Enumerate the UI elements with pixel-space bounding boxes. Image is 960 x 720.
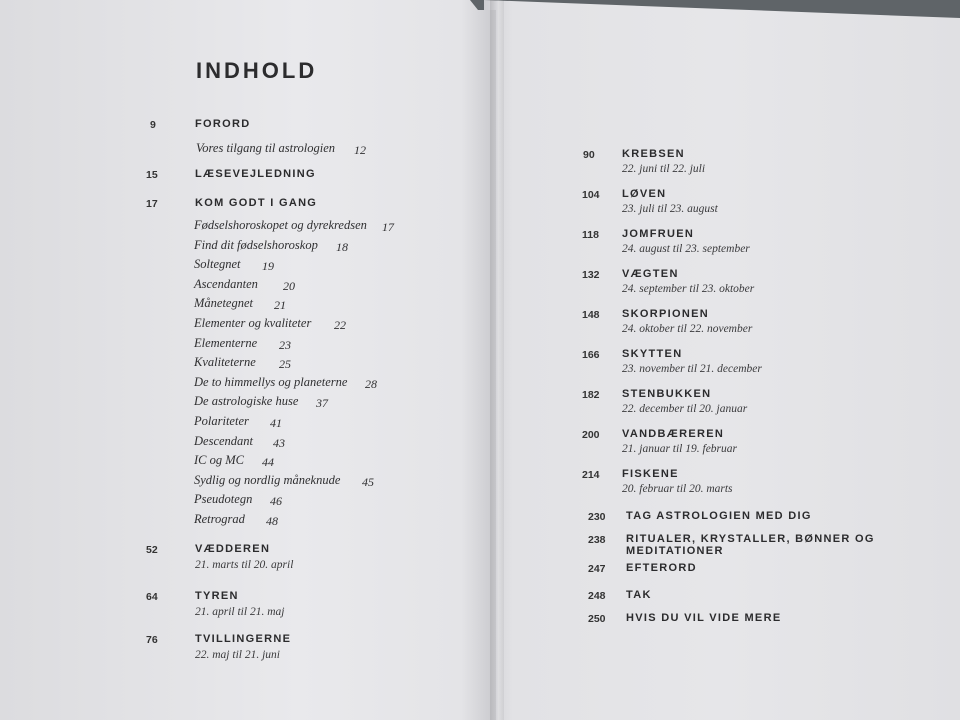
subentry-title: Vores tilgang til astrologien <box>196 141 336 155</box>
subentry-title: De to himmellys og planeterne <box>194 374 348 389</box>
date-range: 24. august til 23. september <box>622 243 750 255</box>
section-title: TAG ASTROLOGIEN MED DIG <box>626 510 812 522</box>
entry-page-number: 200 <box>582 429 600 441</box>
subentry-title: Retrograd <box>194 512 245 526</box>
subentry-title: IC og MC <box>194 453 244 468</box>
date-range: 22. juni til 22. juli <box>622 163 706 175</box>
subentry-title: Fødselshoroskopet og dyrekredsen <box>194 218 367 232</box>
subentry-title: Polariteter <box>194 414 249 428</box>
subentry-title: Elementer og kvaliteter <box>194 316 312 330</box>
entry-page-number: 148 <box>582 309 600 321</box>
entry-page-number: 64 <box>146 591 158 603</box>
entry-page-number: 104 <box>582 189 600 201</box>
section-title: VÆGTEN <box>622 268 679 280</box>
book-gutter <box>490 0 504 720</box>
subentry-title: Sydlig og nordlig måneknude <box>194 472 341 487</box>
section-title: EFTERORD <box>626 562 697 574</box>
subentry-page: 18 <box>336 239 348 254</box>
entry-page-number: 182 <box>582 389 600 401</box>
entry-page-number: 248 <box>588 590 606 602</box>
page-title: INDHOLD <box>196 58 318 83</box>
section-title: KREBSEN <box>622 148 685 160</box>
section-title: FORORD <box>195 118 251 130</box>
subentry-page: 21 <box>274 298 286 313</box>
subentry-title: Kvaliteterne <box>194 355 256 370</box>
section-title: KOM GODT I GANG <box>195 197 318 209</box>
subentry-page: 23 <box>279 337 291 352</box>
subentry-title: Elementerne <box>194 335 258 350</box>
entry-page-number: 90 <box>583 149 595 161</box>
subentry-page: 25 <box>279 357 291 372</box>
section-title: FISKENE <box>622 468 679 480</box>
entry-page-number: 247 <box>588 563 606 575</box>
section-title: HVIS DU VIL VIDE MERE <box>626 612 782 624</box>
section-title: TVILLINGERNE <box>195 633 292 645</box>
date-range: 23. juli til 23. august <box>622 203 718 215</box>
subentry-page: 48 <box>266 514 278 528</box>
entry-page-number: 17 <box>146 198 158 210</box>
section-title: LØVEN <box>622 188 667 200</box>
date-range: 24. september til 23. oktober <box>622 283 755 295</box>
date-range: 21. marts til 20. april <box>195 559 294 571</box>
section-title: SKYTTEN <box>622 348 683 360</box>
subentry-page: 41 <box>270 416 282 430</box>
subentry-page: 43 <box>273 435 285 450</box>
section-title: SKORPIONEN <box>622 308 709 320</box>
subentry-title: Ascendanten <box>194 276 258 291</box>
date-range: 21. april til 21. maj <box>195 606 285 618</box>
section-title: TYREN <box>195 590 239 602</box>
entry-page-number: 118 <box>582 229 599 241</box>
entry-page-number: 250 <box>588 613 606 625</box>
subentry-title: Månetegnet <box>194 296 254 311</box>
subentry-page: 19 <box>262 259 274 274</box>
entry-page-number: 214 <box>582 469 600 481</box>
entry-page-number: 76 <box>146 634 158 646</box>
date-range: 20. februar til 20. marts <box>622 483 733 495</box>
date-range: 22. december til 20. januar <box>622 403 748 415</box>
date-range: 21. januar til 19. februar <box>622 443 738 455</box>
subentry-page: 46 <box>270 494 282 509</box>
date-range: 24. oktober til 22. november <box>622 323 753 335</box>
section-title: RITUALER, KRYSTALLER, BØNNER OG MEDITATIONER <box>626 533 875 557</box>
section-title: TAK <box>626 589 652 601</box>
subentry-title: De astrologiske huse <box>194 394 299 409</box>
section-title: VÆDDEREN <box>195 543 271 555</box>
entry-page-number: 238 <box>588 534 606 546</box>
entry-page-number: 132 <box>582 269 600 281</box>
entry-page-number: 9 <box>150 119 156 131</box>
section-title: JOMFRUEN <box>622 228 695 240</box>
subentry-page: 45 <box>362 474 374 489</box>
subentry-page: 37 <box>316 396 328 411</box>
entry-page-number: 52 <box>146 544 158 556</box>
entry-page-number: 166 <box>582 349 600 361</box>
subentry-page: 12 <box>354 143 366 157</box>
subentry-page: 17 <box>382 220 394 234</box>
subentry-title: Find dit fødselshoroskop <box>194 237 318 252</box>
section-title: VANDBÆREREN <box>622 428 725 440</box>
subentry-page: 44 <box>262 455 274 470</box>
section-title: STENBUKKEN <box>622 388 712 400</box>
date-range: 22. maj til 21. juni <box>195 649 280 661</box>
entry-page-number: 15 <box>146 169 158 181</box>
date-range: 23. november til 21. december <box>622 363 762 375</box>
subentry-page: 28 <box>365 376 377 391</box>
subentry-title: Pseudotegn <box>194 492 253 507</box>
subentry-page: 22 <box>334 318 346 332</box>
subentry-title: Descendant <box>194 433 254 448</box>
section-title: LÆSEVEJLEDNING <box>195 168 316 180</box>
subentry-page: 20 <box>283 278 295 293</box>
subentry-title: Soltegnet <box>194 257 241 272</box>
entry-page-number: 230 <box>588 511 606 523</box>
